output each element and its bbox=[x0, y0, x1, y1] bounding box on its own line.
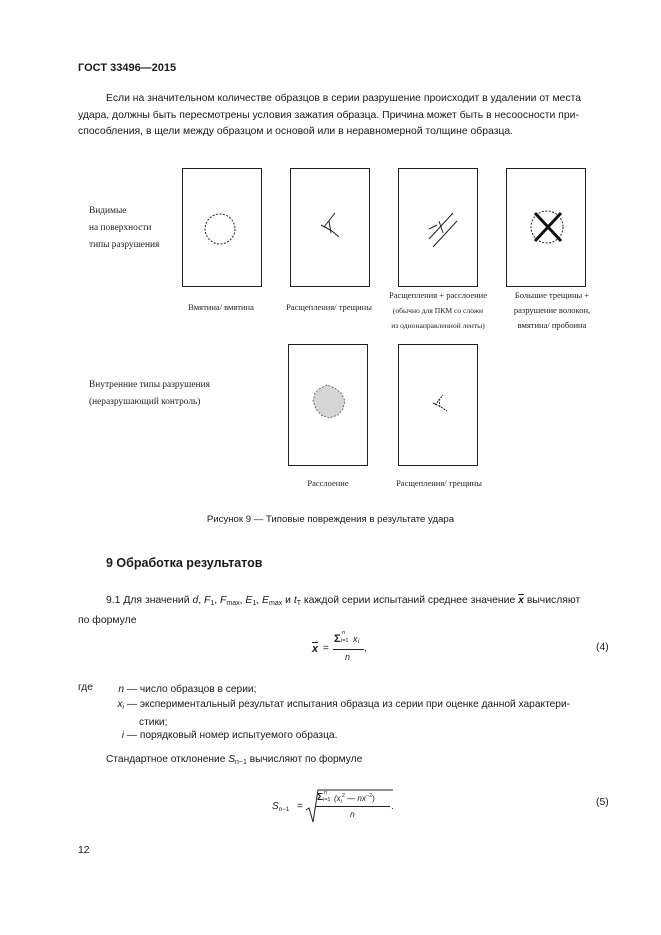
formula5-sum-from: i=1 bbox=[323, 797, 331, 803]
var-d: d bbox=[192, 595, 199, 606]
formula4-eq: = bbox=[323, 643, 329, 654]
formula5-num-sup: 2 bbox=[341, 793, 345, 799]
caption-delamination bbox=[286, 476, 370, 491]
document-header: ГОСТ 33496—2015 bbox=[78, 62, 177, 74]
caption-internal-splits bbox=[382, 476, 496, 491]
var-e1: E bbox=[245, 595, 253, 606]
clause-line-2: по формуле bbox=[78, 614, 137, 626]
formula4-sum-to: n bbox=[342, 630, 346, 636]
surface-label-line-1: Видимые bbox=[89, 206, 127, 216]
where-word: где bbox=[78, 682, 93, 693]
caption-splits bbox=[274, 300, 384, 315]
surface-damage-label bbox=[89, 204, 159, 252]
page-number: 12 bbox=[78, 845, 90, 856]
def-xi-sub: i bbox=[122, 704, 124, 711]
equation-number-4: (4) bbox=[596, 642, 609, 653]
def-i-symbol: i bbox=[121, 730, 124, 741]
specimen-dent bbox=[182, 168, 262, 287]
specimen-internal-splits bbox=[398, 344, 478, 466]
caption-delamination-line-1: Расслоение bbox=[307, 478, 349, 488]
var-emax-sub: max bbox=[268, 600, 283, 607]
formula5-tail: . bbox=[391, 801, 394, 812]
surface-label-line-3: типы разрушения bbox=[89, 240, 160, 250]
formula5-lhs: S bbox=[272, 801, 279, 812]
var-tt-sub: T bbox=[296, 600, 301, 607]
var-tt: t bbox=[293, 595, 297, 606]
equation-number-5: (5) bbox=[596, 797, 609, 808]
def-xi-continuation: стики; bbox=[139, 717, 168, 728]
intro-paragraph bbox=[78, 91, 614, 141]
formula5-sum-to: n bbox=[324, 790, 328, 796]
formula4-tail: , bbox=[364, 643, 367, 654]
formula-4 bbox=[312, 632, 392, 668]
var-fmax-sub: max bbox=[226, 600, 240, 607]
internal-label-line-1: Внутренние типы разрушения bbox=[89, 380, 210, 390]
definition-i bbox=[110, 728, 614, 743]
definition-n bbox=[110, 682, 614, 697]
clause-verb: вычисляют bbox=[526, 595, 581, 606]
definition-xi bbox=[110, 697, 614, 730]
section-title: 9 Обработка результатов bbox=[106, 556, 263, 570]
caption-splits-delamination bbox=[382, 288, 494, 333]
formula5-lhs-sub: n−1 bbox=[279, 807, 290, 813]
def-n-symbol: n bbox=[118, 684, 124, 695]
formula5-num-sub: i bbox=[340, 799, 342, 805]
splits-delamination-icon bbox=[399, 169, 477, 286]
formula5-num-mid: — nx bbox=[344, 794, 366, 803]
intro-line-2: удара, должны быть пересмотрены условия зажатия образца. Причина может быть в несоосности при- bbox=[78, 109, 579, 121]
clause-prefix: 9.1 Для значений bbox=[106, 595, 190, 606]
internal-damage-label bbox=[89, 378, 210, 409]
clause-suffix: каждой серии испытаний среднее значение bbox=[303, 595, 516, 606]
var-f1: F bbox=[204, 595, 211, 606]
formula4-num-sub: i bbox=[358, 639, 360, 645]
var-fmax: F bbox=[220, 595, 227, 606]
formula4-num-var: x bbox=[353, 634, 358, 644]
figure-caption: Рисунок 9 — Типовые повреждения в результате удара bbox=[206, 514, 455, 525]
formula5-num-close: ) bbox=[372, 794, 375, 803]
clause-9-1: 9.1 Для значений d, $F_1$, $F_{max}$, $E_1$, $E_{max}$ и $t_T$ каждой серии испытаний среднее значение $\overline{x}$ вычисляют по формуле bbox=[78, 593, 614, 629]
std-dev-prefix: Стандартное отклонение bbox=[106, 754, 226, 765]
formula4-sum: Σ bbox=[334, 633, 341, 645]
def-xi-symbol: x bbox=[117, 699, 123, 710]
formula5-num-open: (x bbox=[334, 794, 341, 803]
caption-splits-line-1: Расщепления/ трещины bbox=[286, 302, 372, 312]
def-n-text: — число образцов в серии; bbox=[126, 684, 257, 695]
formula5-fraction-bar bbox=[316, 806, 390, 807]
var-f1-sub: 1 bbox=[210, 600, 215, 607]
std-dev-sub: n−1 bbox=[235, 759, 247, 766]
formula5-numerator bbox=[334, 793, 375, 805]
formula5-sum: Σ bbox=[317, 792, 324, 803]
specimen-large-cracks bbox=[506, 168, 586, 287]
formula4-sum-from: i=1 bbox=[341, 638, 349, 644]
formula4-den: n bbox=[345, 652, 351, 662]
caption-splits-delam-line-1: Расщепления + расслоение bbox=[388, 290, 487, 300]
caption-large-cracks-line-3: вмятина/ пробоина bbox=[517, 320, 587, 330]
word-and: и bbox=[285, 595, 291, 606]
formula5-eq: = bbox=[297, 801, 303, 812]
formula5-num-sup2: −2 bbox=[365, 793, 373, 799]
intro-line-1: Если на значительном количестве образцов в серии разрушение происходит в удалении от места bbox=[106, 93, 582, 104]
formula4-lhs: $\overline{x}$ bbox=[312, 643, 319, 655]
def-xi-text: — экспериментальный результат испытания образца из серии при оценке данной характери- bbox=[126, 699, 571, 710]
std-dev-symbol: S bbox=[228, 754, 236, 765]
formula-5 bbox=[272, 790, 412, 830]
specimen-splits bbox=[290, 168, 370, 287]
surface-label-line-2: на поверхности bbox=[89, 223, 152, 233]
caption-large-cracks-line-2: разрушение волокон, bbox=[513, 305, 591, 315]
caption-large-cracks-line-1: Большие трещины + bbox=[514, 290, 590, 300]
caption-dent bbox=[170, 300, 272, 315]
var-xbar: $\overline{x}$ bbox=[518, 595, 524, 606]
formula4-fraction-bar bbox=[333, 649, 364, 650]
specimen-delamination bbox=[288, 344, 368, 466]
splits-crack-icon bbox=[291, 169, 369, 286]
intro-line-3: способления, в щели между образцом и основой или в неравномерной толщине образца. bbox=[78, 126, 514, 137]
formula5-den: n bbox=[350, 809, 355, 819]
caption-internal-splits-line-1: Расщепления/ трещины bbox=[396, 478, 482, 488]
specimen-splits-delamination bbox=[398, 168, 478, 287]
std-dev-sentence bbox=[106, 754, 362, 766]
caption-splits-delam-line-3: из однонаправленной ленты) bbox=[391, 321, 485, 330]
caption-dent-line-1: Вмятина/ вмятина bbox=[188, 302, 254, 312]
def-i-text: — порядковый номер испытуемого образца. bbox=[126, 730, 338, 741]
std-dev-suffix: вычисляют по формуле bbox=[249, 754, 363, 765]
var-emax: E bbox=[262, 595, 269, 606]
internal-label-line-2: (неразрушающий контроль) bbox=[89, 397, 201, 407]
delamination-area-icon bbox=[289, 345, 367, 465]
puncture-icon bbox=[507, 169, 585, 286]
caption-large-cracks bbox=[500, 288, 604, 333]
dent-icon bbox=[183, 169, 261, 286]
caption-splits-delam-line-2: (обычно для ПКМ со сложи bbox=[392, 306, 484, 315]
internal-crack-icon bbox=[399, 345, 477, 465]
var-e1-sub: 1 bbox=[252, 600, 257, 607]
